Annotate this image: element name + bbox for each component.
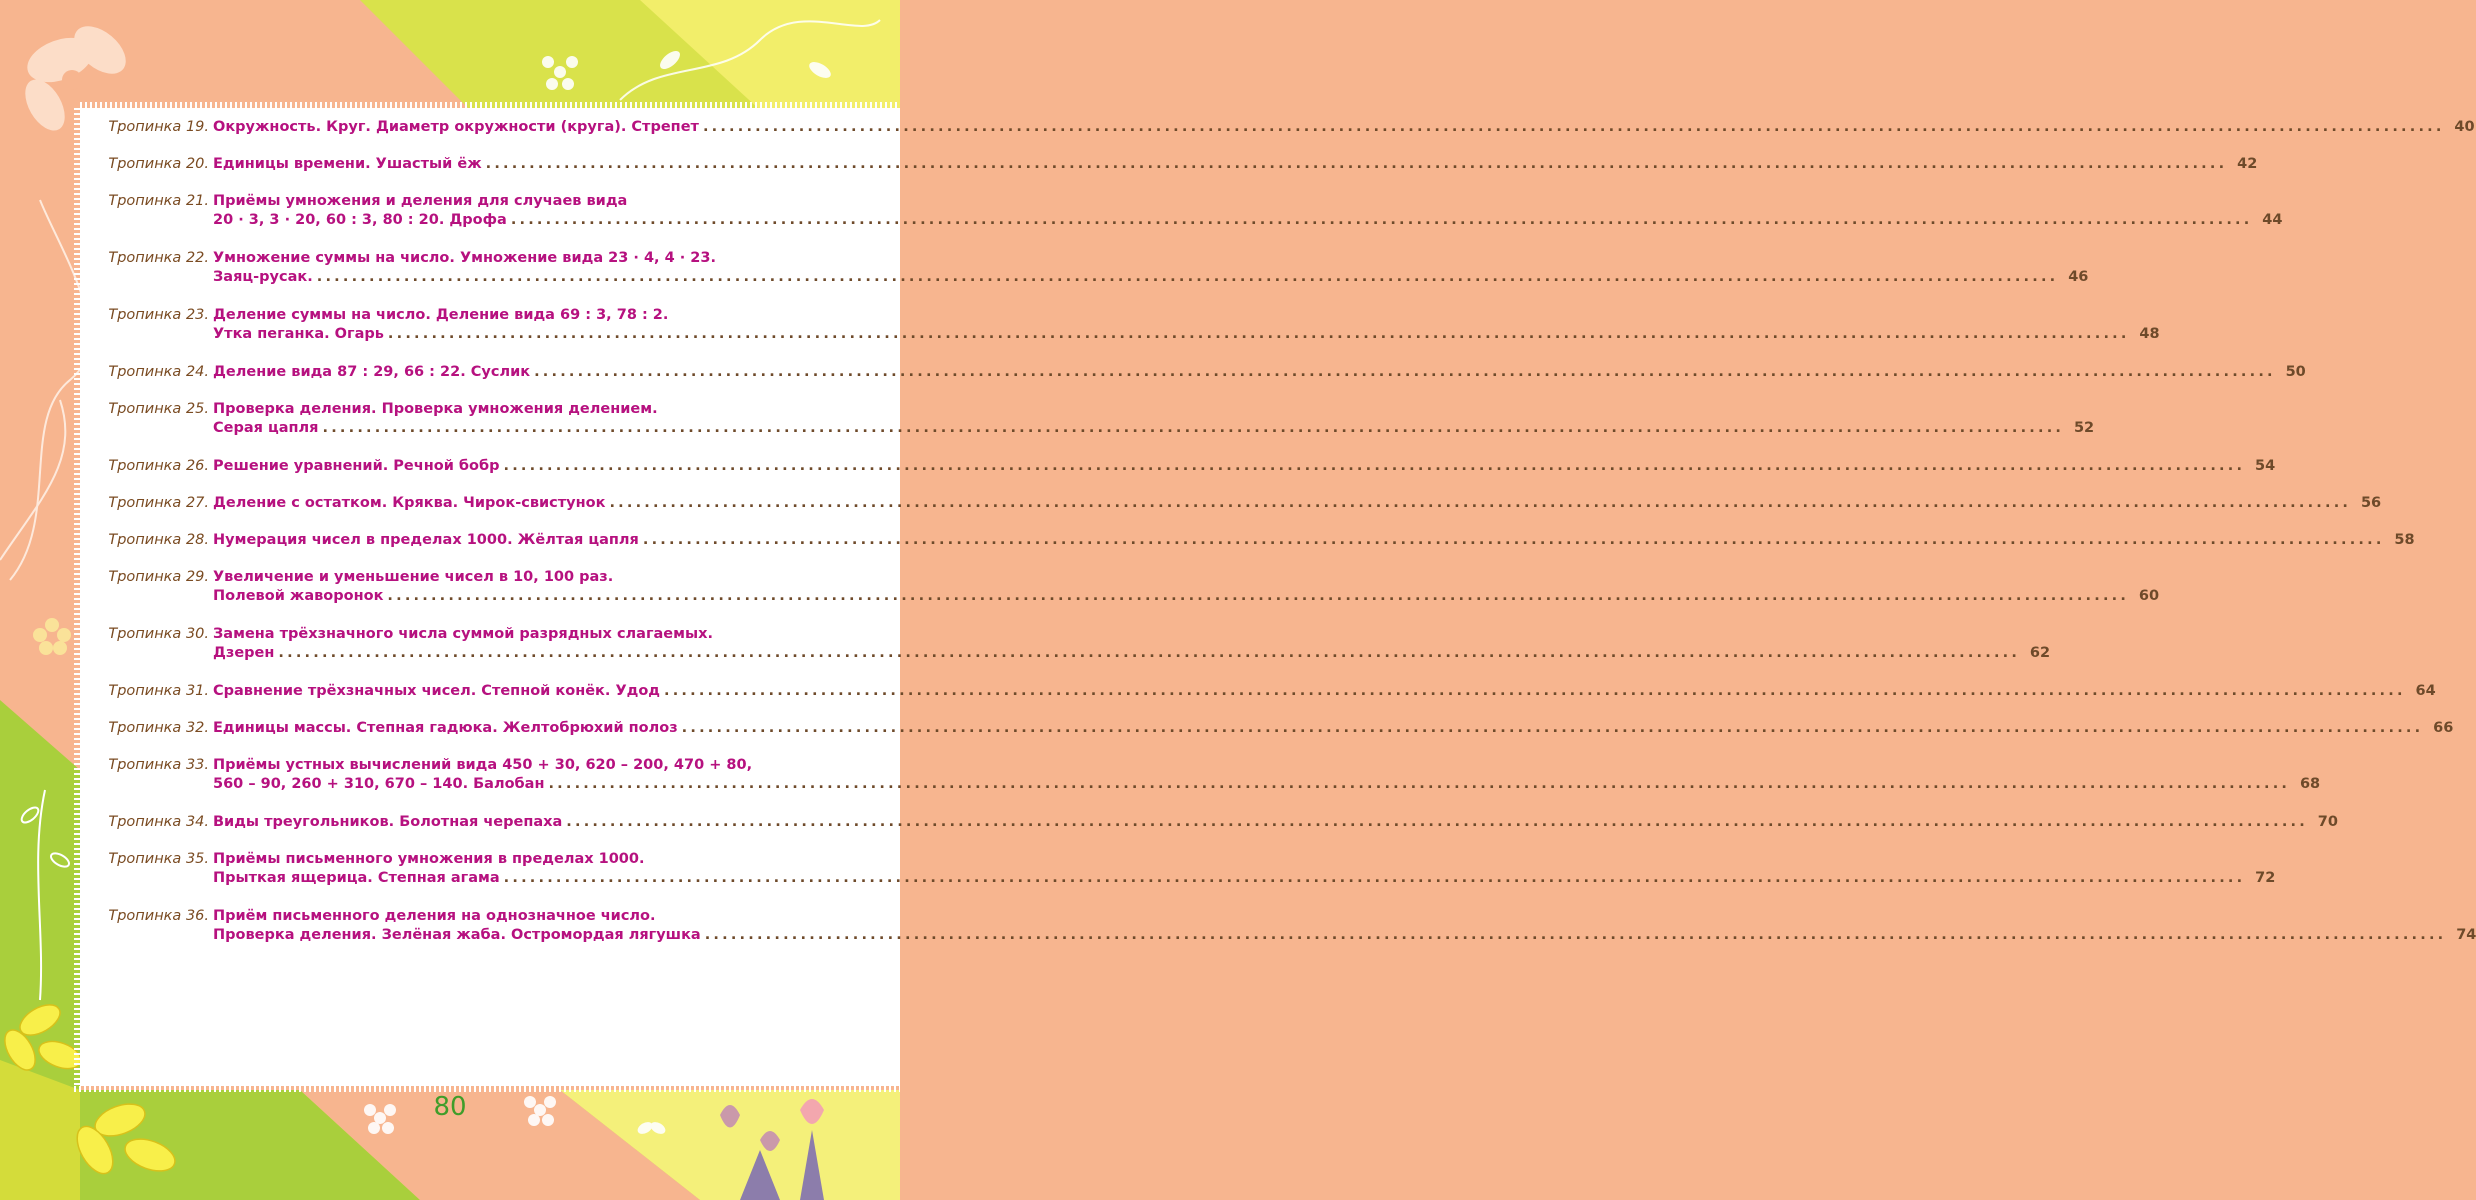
toc-entry-title-line: Приёмы письменного умножения в пределах 1000. — [213, 851, 645, 867]
toc-entry-title-line: Единицы массы. Степная гадюка. Желтобрюхий полоз — [213, 720, 678, 736]
toc-entry[interactable] — [98, 625, 2051, 663]
toc-entry-title-line: Виды треугольников. Болотная черепаха — [213, 814, 563, 830]
toc-entry-title-line: Увеличение и уменьшение чисел в 10, 100 раз. — [213, 569, 614, 585]
toc-entry-label-text: Тропинка — [108, 569, 182, 585]
toc-entry-page: 68 — [2299, 776, 2321, 792]
toc-entry-body — [213, 118, 2475, 137]
toc-entry-title-line: Сравнение трёхзначных чисел. Степной конёк. Удод — [213, 683, 661, 699]
toc-entry-page: 52 — [2073, 420, 2095, 436]
dot-leader: ........................................................................................................................................................................................................ — [387, 326, 2130, 342]
toc-entry-number: 21. — [185, 193, 209, 209]
toc-entry-body — [213, 400, 2095, 438]
toc-entry-page: 48 — [2139, 326, 2160, 342]
toc-entry-last-line — [213, 363, 2306, 382]
toc-entry-title-line: Проверка деления. Зелёная жаба. Остромордая лягушка — [213, 927, 701, 943]
toc-entry-body — [213, 457, 2276, 476]
toc-entry-page: 64 — [2415, 683, 2436, 699]
toc-entry-title-line: Проверка деления. Проверка умножения делением. — [213, 401, 658, 417]
toc-entry-label — [98, 306, 213, 344]
toc-entry-label — [98, 118, 213, 137]
toc-entry-title-line: Умножение суммы на число. Умножение вида 23 · 4, 4 · 23. — [213, 250, 716, 266]
toc-entry-body — [213, 306, 2160, 344]
toc-entry-page: 56 — [2360, 495, 2382, 511]
dot-leader: ........................................................................................................................................................................................................ — [485, 156, 2228, 172]
dot-leader: ........................................................................................................................................................................................................ — [548, 776, 2291, 792]
toc-entry[interactable] — [98, 813, 2338, 832]
toc-entry-label — [98, 249, 213, 287]
toc-entry-body — [213, 907, 2476, 945]
dot-leader: ........................................................................................................................................................................................................ — [503, 458, 2246, 474]
toc-entry-last-line — [213, 869, 2276, 888]
table-of-contents — [98, 118, 2476, 964]
toc-entry-page: 42 — [2237, 156, 2258, 172]
toc-entry-label-text: Тропинка — [108, 307, 182, 323]
toc-entry-label-text: Тропинка — [108, 626, 182, 642]
toc-entry-last-line — [213, 644, 2051, 663]
dot-leader: ........................................................................................................................................................................................................ — [664, 683, 2406, 699]
toc-entry-body — [213, 531, 2415, 550]
toc-entry-label — [98, 494, 213, 513]
toc-entry-body — [213, 568, 2160, 606]
toc-entry[interactable] — [98, 531, 2415, 550]
dot-leader: ........................................................................................................................................................................................................ — [681, 720, 2424, 736]
toc-entry-title-line: Нумерация чисел в пределах 1000. Жёлтая цапля — [213, 532, 639, 548]
toc-entry-number: 33. — [185, 757, 209, 773]
toc-entry-label — [98, 400, 213, 438]
toc-entry-body — [213, 192, 2283, 230]
toc-entry-body — [213, 682, 2436, 701]
toc-entry-title-line: Утка пеганка. Огарь — [213, 326, 384, 342]
toc-entry-label-text: Тропинка — [108, 458, 182, 474]
toc-entry[interactable] — [98, 306, 2160, 344]
toc-entry-page: 74 — [2456, 927, 2476, 943]
toc-entry-label — [98, 568, 213, 606]
toc-entry-page: 40 — [2454, 119, 2475, 135]
panel-stitch-left — [74, 108, 80, 1086]
toc-entry-last-line — [213, 457, 2276, 476]
toc-entry-last-line — [213, 531, 2415, 550]
toc-entry-last-line — [213, 268, 2089, 287]
toc-entry-title-line: Приёмы устных вычислений вида 450 + 30, 620 – 200, 470 + 80, — [213, 757, 753, 773]
toc-entry[interactable] — [98, 756, 2321, 794]
toc-entry-page: 46 — [2068, 269, 2089, 285]
toc-entry-label — [98, 719, 213, 738]
toc-entry-number: 24. — [185, 364, 209, 380]
toc-entry-last-line — [213, 775, 2321, 794]
toc-entry[interactable] — [98, 568, 2160, 606]
toc-entry-title-line: 20 · 3, 3 · 20, 60 : 3, 80 : 20. Дрофа — [213, 212, 507, 228]
dot-leader: ........................................................................................................................................................................................................ — [642, 532, 2385, 548]
toc-entry-label — [98, 625, 213, 663]
toc-entry-label-text: Тропинка — [108, 908, 182, 924]
toc-entry-title-line: Приёмы умножения и деления для случаев вида — [213, 193, 628, 209]
toc-entry-page: 44 — [2262, 212, 2283, 228]
toc-entry-body — [213, 850, 2276, 888]
toc-entry-page: 50 — [2285, 364, 2306, 380]
panel-stitch-top — [80, 102, 900, 108]
toc-entry[interactable] — [98, 494, 2382, 513]
toc-entry-label — [98, 192, 213, 230]
toc-entry-page: 62 — [2029, 645, 2051, 661]
toc-entry-last-line — [213, 155, 2258, 174]
toc-entry[interactable] — [98, 907, 2476, 945]
toc-entry-page: 66 — [2433, 720, 2454, 736]
toc-entry-title-line: Единицы времени. Ушастый ёж — [213, 156, 482, 172]
toc-entry-body — [213, 625, 2051, 663]
toc-entry-last-line — [213, 325, 2160, 344]
toc-entry[interactable] — [98, 363, 2306, 382]
toc-entry-number: 22. — [185, 250, 209, 266]
toc-entry-number: 35. — [185, 851, 209, 867]
toc-entry-body — [213, 249, 2089, 287]
toc-entry-title-line: 560 – 90, 260 + 310, 670 – 140. Балобан — [213, 776, 545, 792]
toc-entry-title-line: Деление вида 87 : 29, 66 : 22. Суслик — [213, 364, 531, 380]
toc-entry-label — [98, 850, 213, 888]
toc-entry-last-line — [213, 211, 2283, 230]
toc-entry-body — [213, 719, 2454, 738]
toc-entry-label-text: Тропинка — [108, 156, 182, 172]
toc-entry-title-line: Деление суммы на число. Деление вида 69 : 3, 78 : 2. — [213, 307, 669, 323]
toc-entry-title-line: Полевой жаворонок — [213, 588, 384, 604]
toc-entry-number: 34. — [185, 814, 209, 830]
toc-entry-number: 20. — [185, 156, 209, 172]
toc-entry[interactable] — [98, 682, 2436, 701]
toc-entry-title-line: Окружность. Круг. Диаметр окружности (круга). Стрепет — [213, 119, 699, 135]
toc-entry[interactable] — [98, 457, 2276, 476]
toc-entry-last-line — [213, 118, 2475, 137]
toc-entry-number: 29. — [185, 569, 209, 585]
toc-entry-page: 60 — [2138, 588, 2160, 604]
toc-entry-body — [213, 756, 2321, 794]
toc-entry-label-text: Тропинка — [108, 814, 182, 830]
dot-leader: ........................................................................................................................................................................................................ — [510, 212, 2253, 228]
dot-leader: ........................................................................................................................................................................................................ — [609, 495, 2352, 511]
toc-entry-label-text: Тропинка — [108, 683, 182, 699]
toc-entry[interactable] — [98, 118, 2475, 137]
toc-entry-last-line — [213, 419, 2095, 438]
toc-entry-number: 25. — [185, 401, 209, 417]
toc-entry-last-line — [213, 926, 2476, 945]
toc-entry-label-text: Тропинка — [108, 250, 182, 266]
toc-entry-last-line — [213, 719, 2454, 738]
toc-entry-number: 27. — [185, 495, 209, 511]
toc-entry[interactable] — [98, 400, 2095, 438]
toc-entry-number: 32. — [185, 720, 209, 736]
toc-entry-title-line: Заяц-русак. — [213, 269, 313, 285]
toc-entry-label-text: Тропинка — [108, 364, 182, 380]
toc-entry[interactable] — [98, 192, 2283, 230]
page-number: 80 — [433, 1092, 467, 1122]
toc-entry-title-line: Решение уравнений. Речной бобр — [213, 458, 500, 474]
toc-entry-label — [98, 457, 213, 476]
toc-entry-label-text: Тропинка — [108, 495, 182, 511]
toc-entry-body — [213, 363, 2306, 382]
toc-entry-label-text: Тропинка — [108, 119, 182, 135]
dot-leader: ........................................................................................................................................................................................................ — [704, 927, 2447, 943]
toc-entry-number: 19. — [185, 119, 209, 135]
dot-leader: ........................................................................................................................................................................................................ — [702, 119, 2445, 135]
dot-leader: ........................................................................................................................................................................................................ — [322, 420, 2065, 436]
toc-entry-number: 23. — [185, 307, 209, 323]
toc-entry-title-line: Приём письменного деления на однозначное число. — [213, 908, 656, 924]
toc-entry-label-text: Тропинка — [108, 401, 182, 417]
toc-entry-number: 36. — [185, 908, 209, 924]
dot-leader: ........................................................................................................................................................................................................ — [278, 645, 2021, 661]
toc-entry-last-line — [213, 494, 2382, 513]
toc-entry-body — [213, 494, 2382, 513]
toc-entry-label-text: Тропинка — [108, 532, 182, 548]
toc-entry-last-line — [213, 587, 2160, 606]
toc-entry-label — [98, 907, 213, 945]
toc-entry-label-text: Тропинка — [108, 193, 182, 209]
toc-entry-page: 70 — [2317, 814, 2338, 830]
toc-entry-number: 28. — [185, 532, 209, 548]
toc-entry-page: 58 — [2394, 532, 2415, 548]
toc-entry-last-line — [213, 682, 2436, 701]
toc-entry-label-text: Тропинка — [108, 720, 182, 736]
toc-entry-label — [98, 155, 213, 174]
toc-entry-title-line: Дзерен — [213, 645, 275, 661]
dot-leader: ........................................................................................................................................................................................................ — [503, 870, 2246, 886]
toc-entry[interactable] — [98, 249, 2089, 287]
toc-entry-number: 26. — [185, 458, 209, 474]
dot-leader: ........................................................................................................................................................................................................ — [534, 364, 2276, 380]
toc-entry-title-line: Деление с остатком. Кряква. Чирок-свистунок — [213, 495, 606, 511]
toc-entry-number: 31. — [185, 683, 209, 699]
toc-entry[interactable] — [98, 155, 2258, 174]
toc-entry[interactable] — [98, 719, 2454, 738]
toc-entry-title-line: Замена трёхзначного числа суммой разрядных слагаемых. — [213, 626, 713, 642]
toc-entry-label-text: Тропинка — [108, 757, 182, 773]
dot-leader: ........................................................................................................................................................................................................ — [566, 814, 2308, 830]
toc-entry-page: 54 — [2254, 458, 2276, 474]
toc-entry-title-line: Серая цапля — [213, 420, 319, 436]
toc-entry[interactable] — [98, 850, 2276, 888]
toc-entry-label — [98, 531, 213, 550]
toc-entry-label — [98, 682, 213, 701]
dot-leader: ........................................................................................................................................................................................................ — [387, 588, 2130, 604]
toc-entry-label-text: Тропинка — [108, 851, 182, 867]
toc-entry-body — [213, 813, 2338, 832]
toc-entry-last-line — [213, 813, 2338, 832]
toc-entry-page: 72 — [2255, 870, 2276, 886]
toc-entry-number: 30. — [185, 626, 209, 642]
toc-entry-label — [98, 813, 213, 832]
toc-entry-label — [98, 756, 213, 794]
toc-entry-label — [98, 363, 213, 382]
toc-entry-body — [213, 155, 2258, 174]
toc-entry-title-line: Прыткая ящерица. Степная агама — [213, 870, 500, 886]
dot-leader: ........................................................................................................................................................................................................ — [316, 269, 2059, 285]
